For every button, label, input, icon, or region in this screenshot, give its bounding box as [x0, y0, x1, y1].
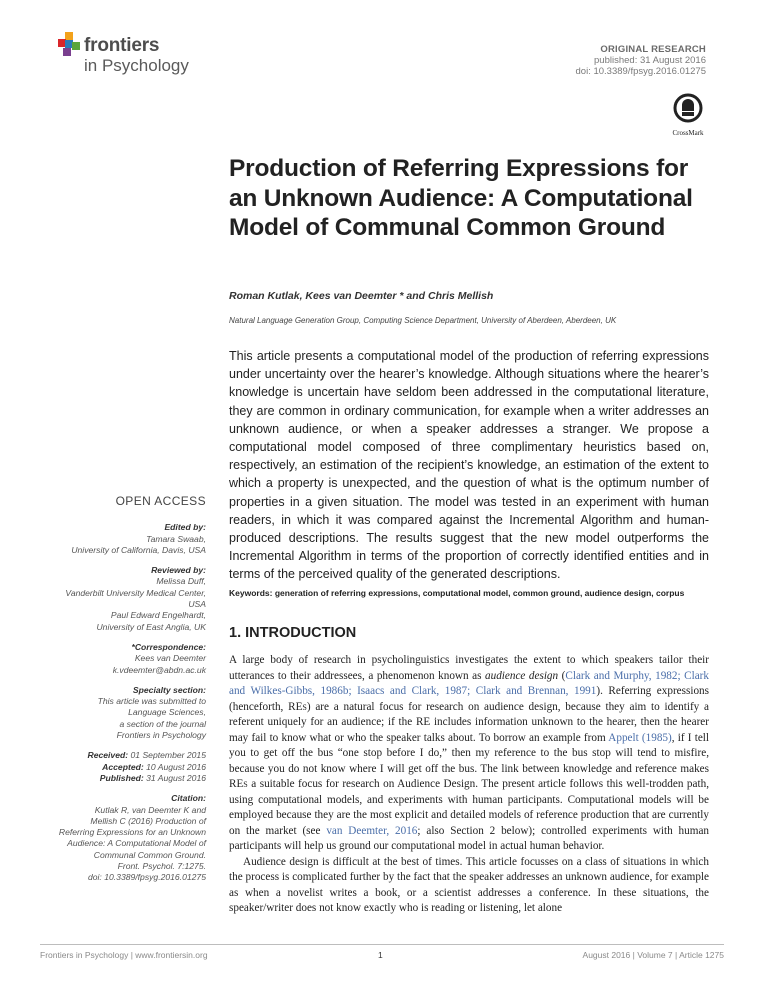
keywords-label: Keywords:	[229, 588, 273, 598]
received-label: Received:	[87, 750, 129, 761]
text-run: , if I tell you to get off the bus “one stop before I do,” then my reference to the bus stop will tend to misfire, because you do not know where I will get off the bus. The link between knowledge and reference makes	[229, 731, 710, 775]
received-date: 01 September 2015	[130, 750, 206, 761]
frontiers-logo-icon	[58, 32, 80, 58]
accepted-line	[26, 762, 206, 773]
specialty-line: Frontiers in Psychology	[116, 730, 206, 741]
article-doi[interactable]: doi: 10.3389/fpsyg.2016.01275	[575, 66, 706, 77]
crossmark-badge[interactable]	[667, 93, 709, 137]
text-run: includes information unknown to the hearer, then the hearer may fail to know what or who the speaker talks about. To borrow an example from	[229, 716, 709, 744]
text-run: a suitable focus for research on Audience Design. The present article follows this well-trodden path, using computational models, and experiments with human participants. Computational models will be employed because they are the most explicit and detailed models of reference production that are currently on the market (see	[229, 778, 709, 837]
journal-logo	[58, 30, 208, 78]
logo-line-2: in Psychology	[84, 56, 189, 75]
reviewer-line: Melissa Duff,	[156, 576, 206, 587]
published-date-sidebar: 31 August 2016	[146, 772, 206, 783]
citation-link[interactable]: Appelt (1985)	[608, 731, 672, 744]
reviewed-by-label: Reviewed by:	[151, 565, 206, 576]
abbreviation: REs	[288, 700, 307, 713]
published-label: Published:	[99, 772, 144, 783]
correspondence-name: Kees van Deemter	[134, 653, 206, 664]
author-list: Roman Kutlak, Kees van Deemter * and Chris Mellish	[229, 290, 494, 302]
text-run: A large body of research in psycholinguistics investigates the extent to which speakers tailor their utterances to their addressees, a phenomenon known as	[229, 654, 709, 682]
abbreviation: REs	[229, 778, 248, 790]
editor-name: Tamara Swaab,	[146, 533, 206, 544]
crossmark-label: CrossMark	[672, 129, 704, 137]
logo-line-1: frontiers	[84, 35, 160, 56]
specialty-line: This article was submitted to	[97, 696, 206, 707]
specialty-line: Language Sciences,	[128, 707, 206, 718]
dates-block	[26, 750, 206, 784]
citation-line: Kutlak R, van Deemter K and	[94, 804, 206, 815]
edited-by-label: Edited by:	[164, 522, 206, 533]
text-run: (	[558, 669, 566, 682]
abbreviation: RE	[415, 716, 431, 728]
received-line	[26, 750, 206, 761]
crossmark-icon	[673, 93, 703, 123]
correspondence-label: *Correspondence:	[131, 641, 206, 652]
text-run: ; also Section 2 below); controlled experiments with human participants will help us ground our computational model in actual human behavior.	[229, 824, 709, 852]
correspondence-email[interactable]: k.vdeemter@abdn.ac.uk	[112, 664, 206, 675]
text-run: ) are a natural focus for research on audience design, because they aim to identify a referent uniquely for an audience; if the	[229, 700, 709, 728]
reviewer-line: Paul Edward Engelhardt,	[110, 610, 206, 621]
reviewer-line: Vanderbilt University Medical Center,	[65, 587, 206, 598]
emphasis: audience design	[485, 669, 559, 682]
published-line	[26, 773, 206, 784]
article-meta-header	[576, 44, 706, 77]
citation-line: Audience: A Computational Model of	[67, 838, 206, 849]
open-access-label: OPEN ACCESS	[115, 494, 206, 508]
accepted-label: Accepted:	[102, 761, 144, 772]
edited-by-block	[26, 522, 206, 556]
footer-issue: August 2016 | Volume 7 | Article 1275	[582, 950, 724, 960]
article-title: Production of Referring Expressions for an Unknown Audience: A Computational Model of Communal Common Ground	[229, 155, 693, 241]
intro-paragraph-2: Audience design is difficult at the best of times. This article focusses on a class of situations in which the process is complicated further by the fact that the speaker addresses an unknown audience, for example as when a novelist writes a book, or a scientist addresses a conference. In these situations, the speaker/writer does not know exactly who is reading or listening, let alone	[229, 855, 709, 914]
citation-link[interactable]: Clark and Murphy, 1982; Clark and Wilkes-Gibbs, 1986b; Isaacs and Clark, 1987; Clark and Brennan, 1991	[229, 669, 709, 697]
citation-line: Communal Common Ground.	[93, 849, 206, 860]
reviewer-line: University of East Anglia, UK	[96, 621, 206, 632]
article-type: ORIGINAL RESEARCH	[600, 44, 706, 55]
correspondence-block	[26, 642, 206, 676]
section-heading: 1. INTRODUCTION	[229, 625, 357, 641]
specialty-label: Specialty section:	[132, 684, 206, 695]
citation-line: Referring Expressions for an Unknown	[58, 827, 206, 838]
article-sidebar	[26, 496, 206, 893]
body-text	[229, 653, 709, 917]
intro-paragraph-1	[229, 653, 709, 855]
citation-link[interactable]: van Deemter, 2016	[326, 824, 418, 837]
accepted-date: 10 August 2016	[146, 761, 206, 772]
specialty-line: a section of the journal	[119, 718, 206, 729]
reviewed-by-block	[26, 565, 206, 633]
editor-affiliation: University of California, Davis, USA	[71, 544, 206, 555]
footer-divider	[40, 944, 724, 945]
citation-line: Mellish C (2016) Production of	[90, 815, 206, 826]
reviewer-line: USA	[188, 599, 206, 610]
abstract: This article presents a computational model of the production of referring expressions under uncertainty over the hearer’s knowledge. Although situations where the hearer’s knowledge is uncertain have seldom been addressed in the computational literature, they are common in ordinary communication, for example when a writer addresses an unknown audience, or when a speaker addresses a stranger. We propose a computational model composed of three complimentary heuristics based on, respectively, an estimation of the recipient’s knowledge, an estimation of the extent to which a property is unexpected, and the question of what is the optimum number of properties in a given situation. The model was tested in an experiment with human readers, in which it was compared against the Incremental Algorithm and human-produced descriptions. The results suggest that the new model outperforms the Incremental Algorithm in terms of the proportion of correctly identified entities and in terms of the perceived quality of the generated descriptions.	[229, 349, 709, 582]
footer-journal[interactable]: Frontiers in Psychology | www.frontiersin.org	[40, 950, 208, 960]
author-affiliation: Natural Language Generation Group, Computing Science Department, University of Aberdeen, Aberdeen, UK	[229, 316, 617, 325]
page-number: 1	[378, 950, 383, 960]
published-date: published: 31 August 2016	[594, 55, 706, 66]
citation-line: doi: 10.3389/fpsyg.2016.01275	[87, 872, 206, 883]
citation-line: Front. Psychol. 7:1275.	[117, 861, 206, 872]
citation-block	[26, 793, 206, 883]
specialty-block	[26, 685, 206, 741]
citation-label: Citation:	[171, 793, 206, 804]
text-run: ). Referring expressions (henceforth,	[229, 685, 709, 713]
keywords-text: generation of referring expressions, computational model, common ground, audience design, corpus	[274, 588, 685, 598]
keywords	[229, 588, 709, 598]
